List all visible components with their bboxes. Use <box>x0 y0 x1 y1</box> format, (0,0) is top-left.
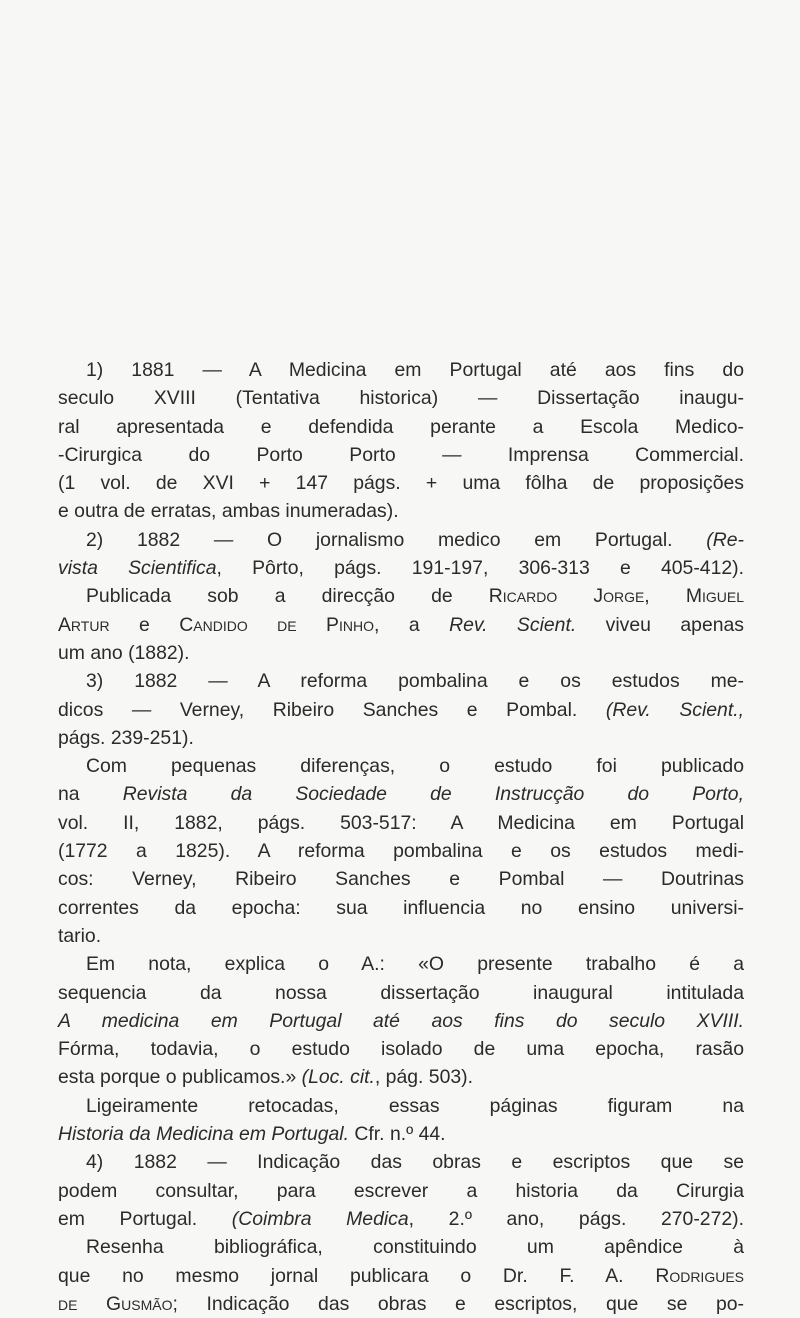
text-run: viveu apenas <box>576 613 744 636</box>
text-line <box>58 413 744 441</box>
text-run: correntes da epocha: sua influencia no ensino universi- <box>58 896 744 919</box>
text-run: podem consultar, para escrever a historia da Cirurgia <box>58 1179 744 1202</box>
text-run: ral apresentada e defendida perante a Escola Medico- <box>58 415 744 438</box>
text-line <box>58 1205 744 1233</box>
text-line <box>58 724 744 752</box>
text-line <box>58 441 744 469</box>
text-run: págs. 239-251). <box>58 726 194 749</box>
text-run: Publicada sob a direcção de <box>86 585 489 608</box>
text-run-italic: Rev. Scient. <box>449 613 577 636</box>
text-run: Ligeiramente retocadas, essas páginas figuram na <box>86 1094 744 1117</box>
text-run: Fórma, todavia, o estudo isolado de uma epocha, rasão <box>58 1038 744 1061</box>
text-line <box>58 752 744 780</box>
text-line <box>58 950 744 978</box>
text-run: 4) 1882 — Indicação das obras e escriptos que se <box>86 1151 744 1174</box>
text-line <box>58 497 744 525</box>
text-run: 2) 1882 — O jornalismo medico em Portugal. <box>86 528 707 551</box>
text-line <box>58 356 744 384</box>
text-run-italic: (Re- <box>706 528 744 551</box>
author-name: Miguel <box>685 585 744 608</box>
text-run-italic: Revista da Sociedade de Instrucção do Porto, <box>122 783 744 806</box>
text-line <box>58 526 744 554</box>
text-line <box>58 384 744 412</box>
author-name: Candido de Pinho <box>179 613 374 636</box>
text-run: sequencia da nossa dissertação inaugural intitulada <box>58 981 744 1004</box>
text-line <box>58 1177 744 1205</box>
text-run: ; Indicação das obras e escriptos, que se po- <box>172 1292 744 1315</box>
author-name: Ricardo Jorge <box>488 585 645 608</box>
text-run-italic: (Loc. cit. <box>301 1066 375 1089</box>
text-run: (1 vol. de XVI + 147 págs. + uma fôlha de proposições <box>58 472 744 495</box>
text-run: esta porque o publicamos.» <box>58 1066 302 1089</box>
text-line <box>58 667 744 695</box>
text-line <box>58 1092 744 1120</box>
text-run: , a <box>374 613 450 636</box>
text-line <box>58 696 744 724</box>
author-name: Artur <box>58 613 110 636</box>
text-line <box>58 780 744 808</box>
text-line <box>58 611 744 639</box>
text-run: que no mesmo jornal publicara o Dr. F. A. <box>58 1264 656 1287</box>
text-line <box>58 1120 744 1148</box>
text-line <box>58 1290 744 1318</box>
text-run: e <box>109 613 180 636</box>
text-run: Com pequenas diferenças, o estudo foi publicado <box>86 755 744 778</box>
text-run: tario. <box>58 924 102 947</box>
text-run: na <box>58 783 123 806</box>
text-line <box>58 1035 744 1063</box>
author-name: Rodrigues <box>655 1264 744 1287</box>
text-run: cos: Verney, Ribeiro Sanches e Pombal — Doutrinas <box>58 868 744 891</box>
text-run: vol. II, 1882, págs. 503-517: A Medicina em Portugal <box>58 811 744 834</box>
text-run: um ano (1882). <box>58 641 190 664</box>
text-run-italic: Historia da Medicina em Portugal. <box>58 1123 349 1146</box>
text-line <box>58 1262 744 1290</box>
text-run: (1772 a 1825). A reforma pombalina e os estudos medi- <box>58 840 744 863</box>
author-name: de Gusmão <box>58 1292 173 1315</box>
text-line <box>58 979 744 1007</box>
text-run: 3) 1882 — A reforma pombalina e os estudos me- <box>86 670 744 693</box>
text-run: -Cirurgica do Porto Porto — Imprensa Commercial. <box>58 443 744 466</box>
text-line <box>58 865 744 893</box>
text-line <box>58 639 744 667</box>
text-line <box>58 1007 744 1035</box>
text-run-italic: (Rev. Scient., <box>605 698 744 721</box>
text-line <box>58 1233 744 1261</box>
text-run: Resenha bibliográfica, constituindo um apêndice à <box>86 1236 744 1259</box>
text-line <box>58 469 744 497</box>
text-run: Em nota, explica o A.: «O presente trabalho é a <box>86 953 744 976</box>
text-line <box>58 922 744 950</box>
text-run: , <box>644 585 686 608</box>
text-line <box>58 582 744 610</box>
text-run-italic: (Coimbra Medica <box>231 1207 409 1230</box>
text-run: dicos — Verney, Ribeiro Sanches e Pombal. <box>58 698 606 721</box>
text-run-italic: vista Scientifica <box>58 557 217 580</box>
text-run: seculo XVIII (Tentativa historica) — Dissertação inaugu- <box>58 387 744 410</box>
text-line <box>58 1063 744 1091</box>
text-line <box>58 894 744 922</box>
text-line <box>58 1148 744 1176</box>
text-run: e outra de erratas, ambas inumeradas). <box>58 500 399 523</box>
text-run: Cfr. n.º 44. <box>349 1123 446 1146</box>
text-run: em Portugal. <box>58 1207 232 1230</box>
body-text <box>58 356 744 1318</box>
text-run: 1) 1881 — A Medicina em Portugal até aos fins do <box>86 359 744 381</box>
text-line <box>58 809 744 837</box>
text-run: , pág. 503). <box>374 1066 474 1089</box>
text-line <box>58 554 744 582</box>
text-line <box>58 837 744 865</box>
text-run: , Pôrto, págs. 191-197, 306-313 e 405-412). <box>216 557 744 580</box>
text-run: , 2.º ano, págs. 270-272). <box>408 1207 744 1230</box>
text-run-italic: A medicina em Portugal até aos fins do seculo XVIII. <box>58 1009 744 1032</box>
